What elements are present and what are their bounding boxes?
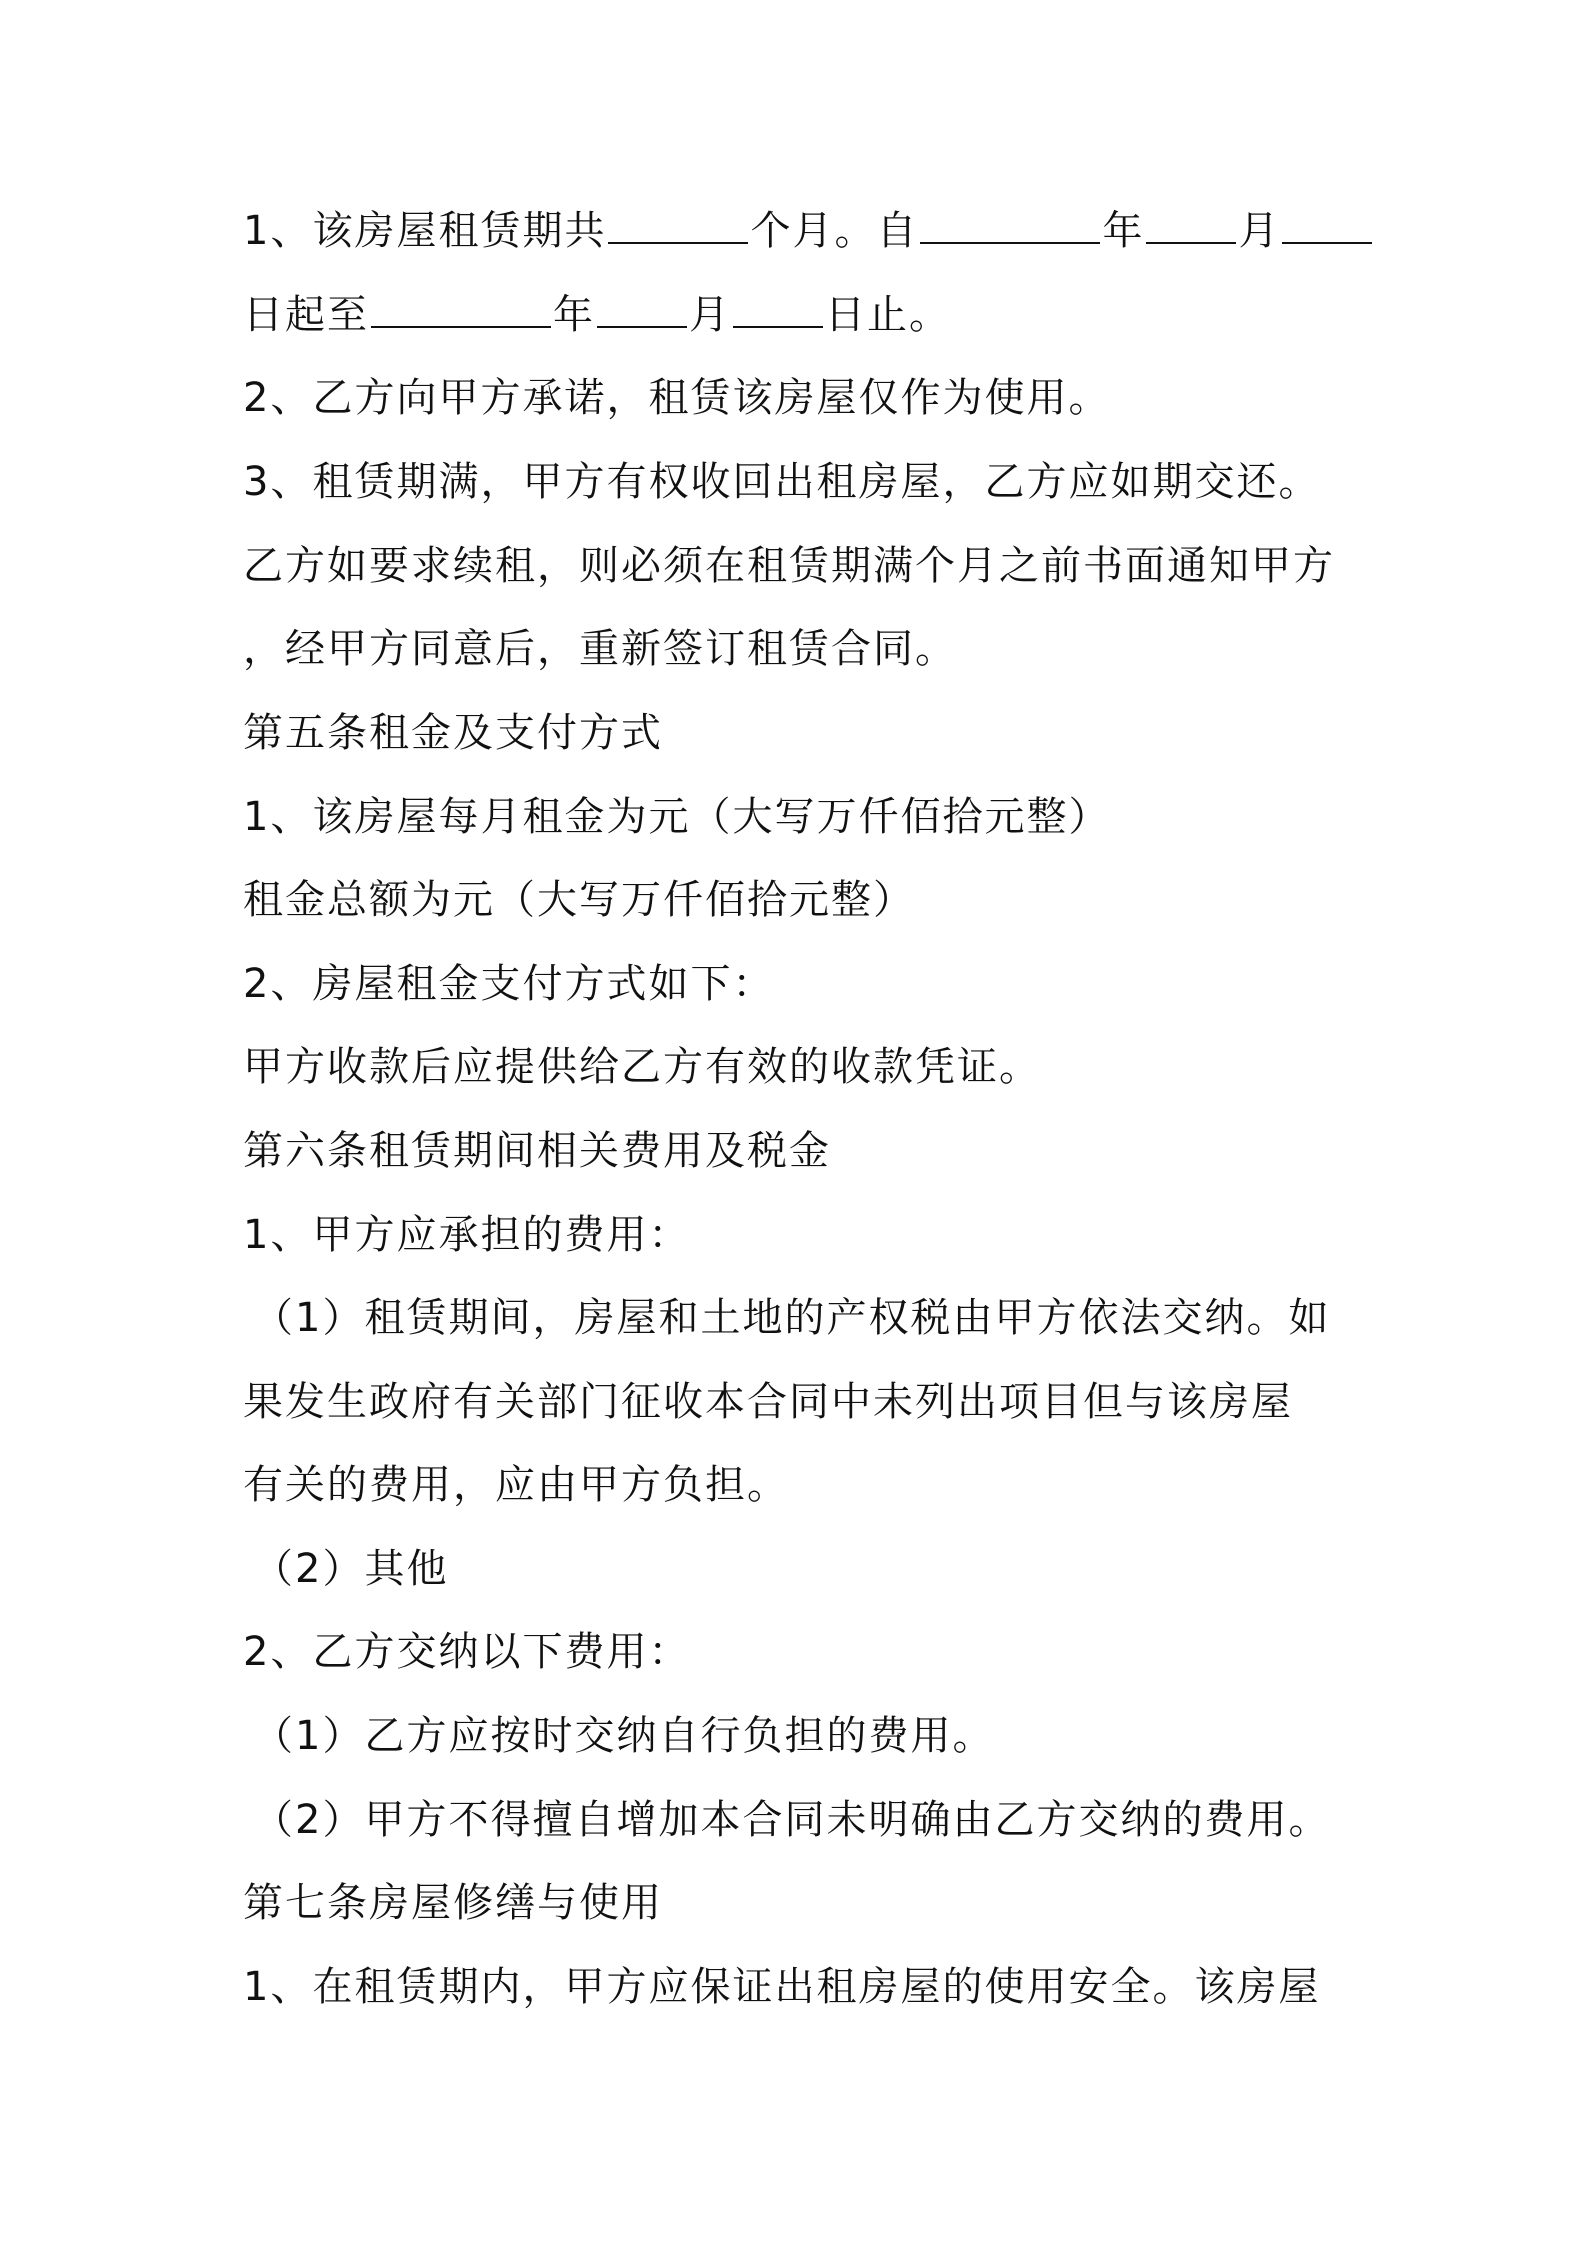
month-label: 月 <box>1238 208 1281 254</box>
clause-line: （1）租赁期间，房屋和土地的产权税由甲方依法交纳。如 <box>253 1295 1331 1341</box>
section-heading: 第五条租金及支付方式 <box>243 710 663 756</box>
clause-line: （1）乙方应按时交纳自行负担的费用。 <box>253 1713 995 1759</box>
end-month-label: 月 <box>689 292 731 338</box>
end-year-label: 年 <box>553 292 595 338</box>
clause-line: 租金总额为元（大写万仟佰拾元整） <box>243 877 915 923</box>
clause-line: 果发生政府有关部门征收本合同中未列出项目但与该房屋 <box>243 1379 1293 1425</box>
clause-line: （2）甲方不得擅自增加本合同未明确由乙方交纳的费用。 <box>253 1797 1331 1843</box>
lease-end-prefix: 日起至 <box>243 292 369 338</box>
lease-term-from: 个月。自 <box>750 208 919 254</box>
clause-line: 1、甲方应承担的费用： <box>243 1212 691 1258</box>
end-day-blank <box>733 292 823 328</box>
lease-end-line <box>243 287 1363 343</box>
clause-line: ，经甲方同意后，重新签订租赁合同。 <box>243 626 957 672</box>
end-month-blank <box>597 292 687 328</box>
clause-line: 甲方收款后应提供给乙方有效的收款凭证。 <box>243 1044 1041 1090</box>
lease-term-prefix: 1、该房屋租赁期共 <box>243 208 607 254</box>
section-heading: 第七条房屋修缮与使用 <box>243 1880 663 1926</box>
clause-line: 1、在租赁期内，甲方应保证出租房屋的使用安全。该房屋 <box>243 1964 1321 2010</box>
months-blank <box>608 208 748 244</box>
clause-line: 2、房屋租金支付方式如下： <box>243 961 775 1007</box>
section-heading: 第六条租赁期间相关费用及税金 <box>243 1128 831 1174</box>
year-label: 年 <box>1102 208 1145 254</box>
clause-line: 2、乙方交纳以下费用： <box>243 1629 691 1675</box>
start-day-blank <box>1282 208 1372 244</box>
clause-line: （2）其他 <box>253 1546 449 1592</box>
start-year-blank <box>920 208 1100 244</box>
lease-term-line <box>243 203 1363 259</box>
end-year-blank <box>371 292 551 328</box>
clause-line: 3、租赁期满，甲方有权收回出租房屋，乙方应如期交还。 <box>243 459 1321 505</box>
start-month-blank <box>1146 208 1236 244</box>
clause-line: 1、该房屋每月租金为元（大写万仟佰拾元整） <box>243 794 1111 840</box>
clause-line: 有关的费用，应由甲方负担。 <box>243 1462 789 1508</box>
end-day-label: 日止。 <box>825 292 951 338</box>
clause-line: 2、乙方向甲方承诺，租赁该房屋仅作为使用。 <box>243 375 1111 421</box>
clause-line: 乙方如要求续租，则必须在租赁期满个月之前书面通知甲方 <box>243 543 1335 589</box>
